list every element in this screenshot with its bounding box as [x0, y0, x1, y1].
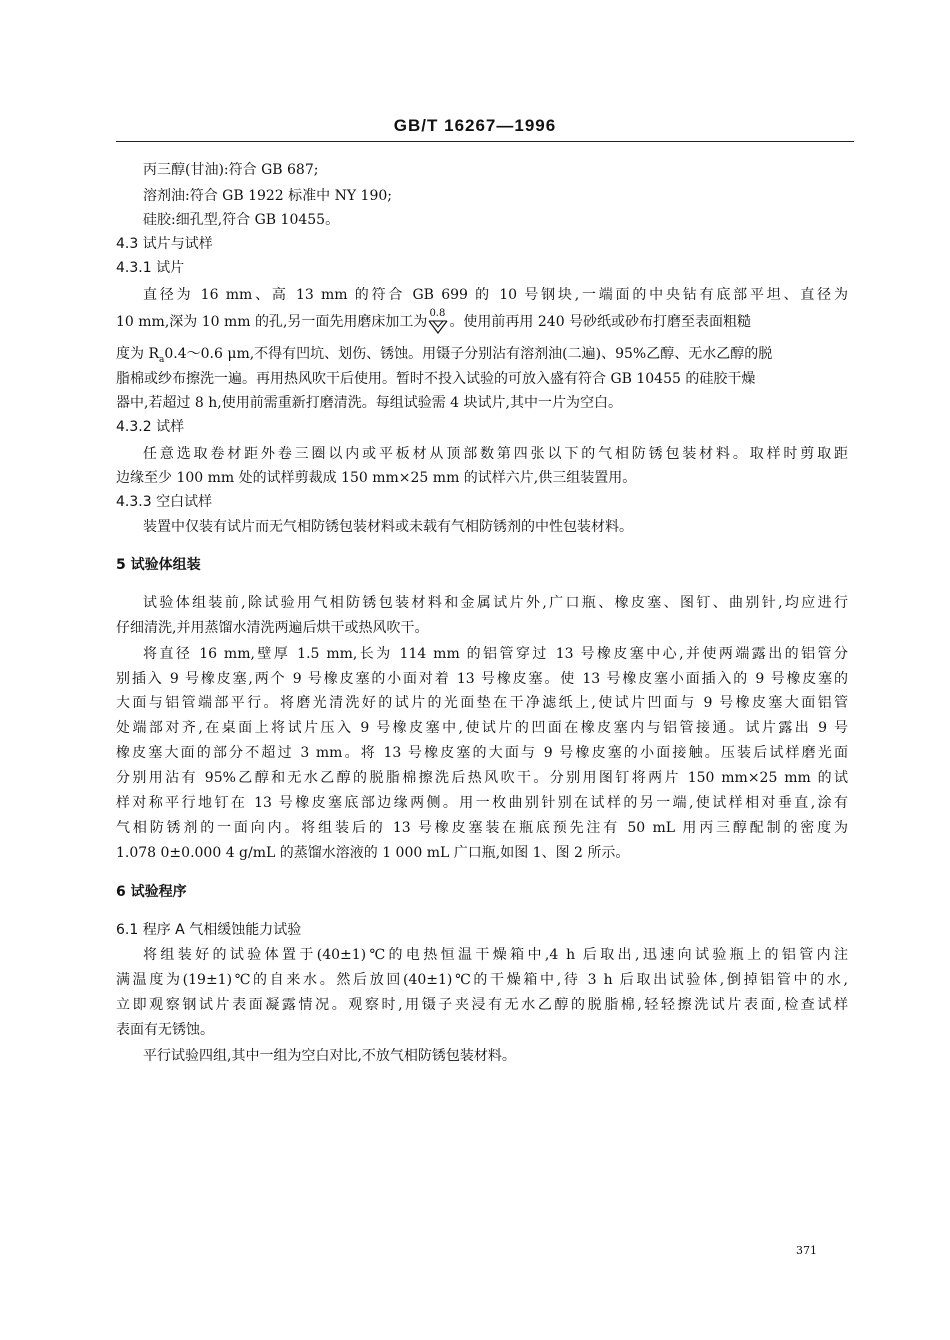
- roughness-symbol: [427, 309, 449, 335]
- para-6-1-line-3: 立即观察钢试片表面凝露情况。观察时,用镊子夹浸有无水乙醇的脱脂棉,轻轻擦洗试片表面,检查试样: [116, 997, 848, 1013]
- para-5-line-8: 分别用沾有 95%乙醇和无水乙醇的脱脂棉擦洗后热风吹干。分别用图钉将两片 150 mm×25 mm 的试: [116, 770, 848, 786]
- para-5-line-2: 仔细清洗,并用蒸馏水清洗两遍后烘干或热风吹干。: [116, 620, 429, 636]
- section-4-3-1-title: 4.3.1 试片: [116, 260, 185, 276]
- para-4-3-2-line-2: 边缘至少 100 mm 处的试样剪裁成 150 mm×25 mm 的试样六片,供三组装置用。: [116, 470, 637, 486]
- para-6-1-line-1: 将组装好的试验体置于(40±1)℃的电热恒温干燥箱中,4 h 后取出,迅速向试验瓶上的铝管内注: [143, 947, 848, 963]
- para-5-line-7: 橡皮塞大面的部分不超过 3 mm。将 13 号橡皮塞的大面与 9 号橡皮塞的小面接触。压装后试样磨光面: [116, 745, 848, 761]
- para-4-3-1-line-1: 直径为 16 mm、高 13 mm 的符合 GB 699 的 10 号钢块,一端面的中央钻有底部平坦、直径为: [143, 287, 848, 303]
- section-6-1-title: 6.1 程序 A 气相缓蚀能力试验: [116, 922, 302, 938]
- para-5-line-1: 试验体组装前,除试验用气相防锈包装材料和金属试片外,广口瓶、橡皮塞、图钉、曲别针,均应进行: [143, 595, 848, 611]
- para-6-1-line-5: 平行试验四组,其中一组为空白对比,不放气相防锈包装材料。: [143, 1048, 516, 1064]
- section-5-title: 5 试验体组装: [116, 557, 201, 573]
- para-4-3-1-line-2b: 。使用前再用 240 号砂纸或砂布打磨至表面粗糙: [449, 314, 752, 330]
- material-solvent-oil: 溶剂油:符合 GB 1922 标准中 NY 190;: [143, 188, 392, 204]
- page-number: 371: [796, 1244, 817, 1257]
- para-5-line-5: 大面与铝管端部平行。将磨光清洗好的试片的光面垫在干净滤纸上,使试片凹面与 9 号橡皮塞大面铝管: [116, 695, 848, 711]
- header-rule: [116, 141, 854, 142]
- section-4-3-title: 4.3 试片与试样: [116, 236, 213, 252]
- para-6-1-line-4: 表面有无锈蚀。: [116, 1022, 214, 1038]
- section-4-3-3-title: 4.3.3 空白试样: [116, 494, 213, 510]
- para-5-line-6: 处端部对齐,在桌面上将试片压入 9 号橡皮塞中,使试片的凹面在橡皮塞内与铝管接通。试片露出 9 号: [116, 720, 848, 736]
- standard-header: GB/T 16267—1996: [393, 116, 557, 135]
- para-6-1-line-2: 满温度为(19±1)℃的自来水。然后放回(40±1)℃的干燥箱中,待 3 h 后取出试验体,倒掉铝管中的水,: [116, 972, 848, 988]
- para-5-line-3: 将直径 16 mm,壁厚 1.5 mm,长为 114 mm 的铝管穿过 13 号橡皮塞中心,并使两端露出的铝管分: [143, 646, 848, 662]
- para-4-3-1-line-5: 器中,若超过 8 h,使用前需重新打磨清洗。每组试验需 4 块试片,其中一片为空白。: [116, 395, 622, 411]
- para-4-3-1-line-3b: 0.4～0.6 μm,不得有凹坑、划伤、锈蚀。用镊子分别沾有溶剂油(二遍)、95%乙醇、无水乙醇的脱: [164, 346, 773, 362]
- para-4-3-3-line-1: 装置中仅装有试片而无气相防锈包装材料或未载有气相防锈剂的中性包装材料。: [143, 519, 633, 535]
- para-5-line-11: 1.078 0±0.000 4 g/mL 的蒸馏水溶液的 1 000 mL 广口瓶,如图 1、图 2 所示。: [116, 845, 630, 861]
- para-5-line-9: 样对称平行地钉在 13 号橡皮塞底部边缘两侧。用一枚曲别针别在试样的另一端,使试样相对垂直,涂有: [116, 795, 848, 811]
- para-4-3-1-line-4: 脂棉或纱布擦洗一遍。再用热风吹干后使用。暂时不投入试验的可放入盛有符合 GB 10455 的硅胶干燥: [116, 371, 756, 387]
- section-4-3-2-title: 4.3.2 试样: [116, 419, 185, 435]
- material-silica-gel: 硅胶:细孔型,符合 GB 10455。: [143, 212, 340, 228]
- section-6-title: 6 试验程序: [116, 884, 187, 900]
- roughness-subscript: a: [159, 354, 165, 365]
- para-4-3-1-line-2a: 10 mm,深为 10 mm 的孔,另一面先用磨床加工为: [116, 314, 428, 330]
- para-4-3-2-line-1: 任意选取卷材距外卷三圈以内或平板材从顶部数第四张以下的气相防锈包装材料。取样时剪取距: [143, 446, 848, 462]
- roughness-value: 0.8: [429, 308, 446, 319]
- para-5-line-4: 别插入 9 号橡皮塞,两个 9 号橡皮塞的小面对着 13 号橡皮塞。使 13 号橡皮塞小面插入的 9 号橡皮塞的: [116, 671, 848, 687]
- para-4-3-1-line-3: [116, 345, 772, 369]
- roughness-label: 度为 R: [116, 346, 159, 362]
- material-glycerol: 丙三醇(甘油):符合 GB 687;: [143, 162, 319, 178]
- para-5-line-10: 气相防锈剂的一面向内。将组装后的 13 号橡皮塞装在瓶底预先注有 50 mL 用丙三醇配制的密度为: [116, 820, 848, 836]
- para-4-3-1-line-2: [116, 309, 751, 335]
